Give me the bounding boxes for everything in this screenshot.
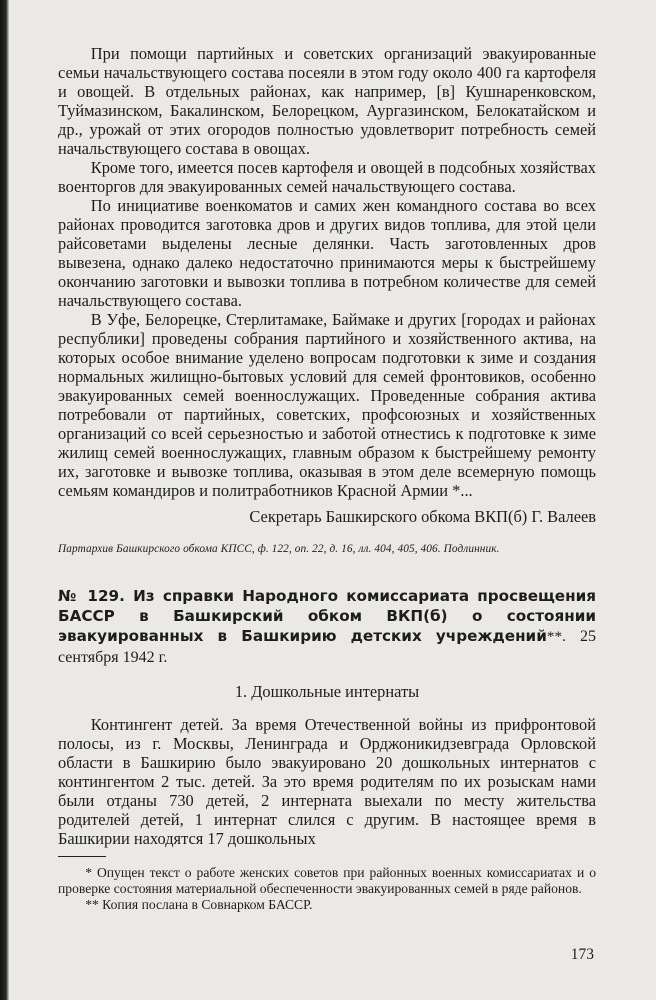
document-heading	[58, 586, 596, 668]
paragraph: Кроме того, имеется посев картофеля и овощей в подсобных хозяйствах военторгов для эвакуированных семей начальствующего состава.	[58, 158, 596, 196]
book-binding-shadow	[0, 0, 9, 1000]
paragraph: Контингент детей. За время Отечественной войны из прифронтовой полосы, из г. Москвы, Ленинграда и Орджоникидзевграда Орловской области в Башкирию было эвакуировано 20 дошкольных интернатов с контингентом 2 тыс. детей. За это время родителям по их розыскам нами были отданы 730 детей, 2 интерната выехали по месту жительства родителей детей, 1 интернат слился с другим. В настоящее время в Башкирии находятся 17 дошкольных	[58, 715, 596, 848]
page-number: 173	[570, 946, 594, 963]
paragraph: При помощи партийных и советских организаций эвакуированные семьи начальствующего состава посеяли в этом году около 400 га картофеля и овощей. В отдельных районах, как например, [в] Кушнаренковском, Туймазинском, Бакалинском, Белорецком, Аургазинском, Белокатайском и др., урожай от этих огородов полностью удовлетворит потребность семей начальствующего состава в овощах.	[58, 44, 596, 158]
document-title: Из справки Народного комиссариата просвещения БАССР в Башкирский обком ВКП(б) о состоянии эвакуированных в Башкирию детских учреждений	[58, 587, 596, 645]
paragraph: В Уфе, Белорецке, Стерлитамаке, Баймаке и других [городах и районах республики] проведены собрания партийного и хозяйственного актива, на которых особое внимание уделено вопросам подготовки к зиме и создания нормальных жилищно-бытовых условий для семей фронтовиков, особенно эвакуированных семей военнослужащих. Проведенные собрания актива потребовали от партийных, советских, профсоюзных и хозяйственных организаций со всей серьезностью и заботой отнестись к подготовке к зиме жилищ семей военнослужащих, главным образом к быстрейшему ремонту их, заготовке и вывозке топлива, оказывая в этом деле всемерную помощь семьям командиров и политработников Красной Армии *...	[58, 310, 596, 500]
footnote: * Опущен текст о работе женских советов при районных военных комиссариатах и о проверке состояния материальной обеспеченности эвакуированных семей в ряде районов.	[58, 865, 596, 896]
document-date: 25 сентября 1942 г.	[58, 628, 596, 666]
footnote-marker: **.	[546, 628, 566, 645]
paragraph: По инициативе военкоматов и самих жен командного состава во всех районах проводится заготовка дров и других видов топлива, для этой цели райсоветами выделены лесные делянки. Часть заготовленных дров вывезена, однако далеко недостаточно принимаются меры к быстрейшему окончанию заготовки и вывозки топлива в потребном количестве для семей начальствующего состава.	[58, 196, 596, 310]
signature: Секретарь Башкирского обкома ВКП(б) Г. Валеев	[249, 507, 596, 526]
footnote-divider	[58, 856, 106, 857]
document-number: № 129.	[58, 587, 125, 605]
page-content	[58, 44, 596, 913]
archive-reference: Партархив Башкирского обкома КПСС, ф. 122, оп. 22, д. 16, лл. 404, 405, 406. Подлинник.	[58, 543, 500, 555]
section-title: 1. Дошкольные интернаты	[234, 682, 420, 701]
footnote: ** Копия послана в Совнарком БАССР.	[85, 897, 313, 912]
